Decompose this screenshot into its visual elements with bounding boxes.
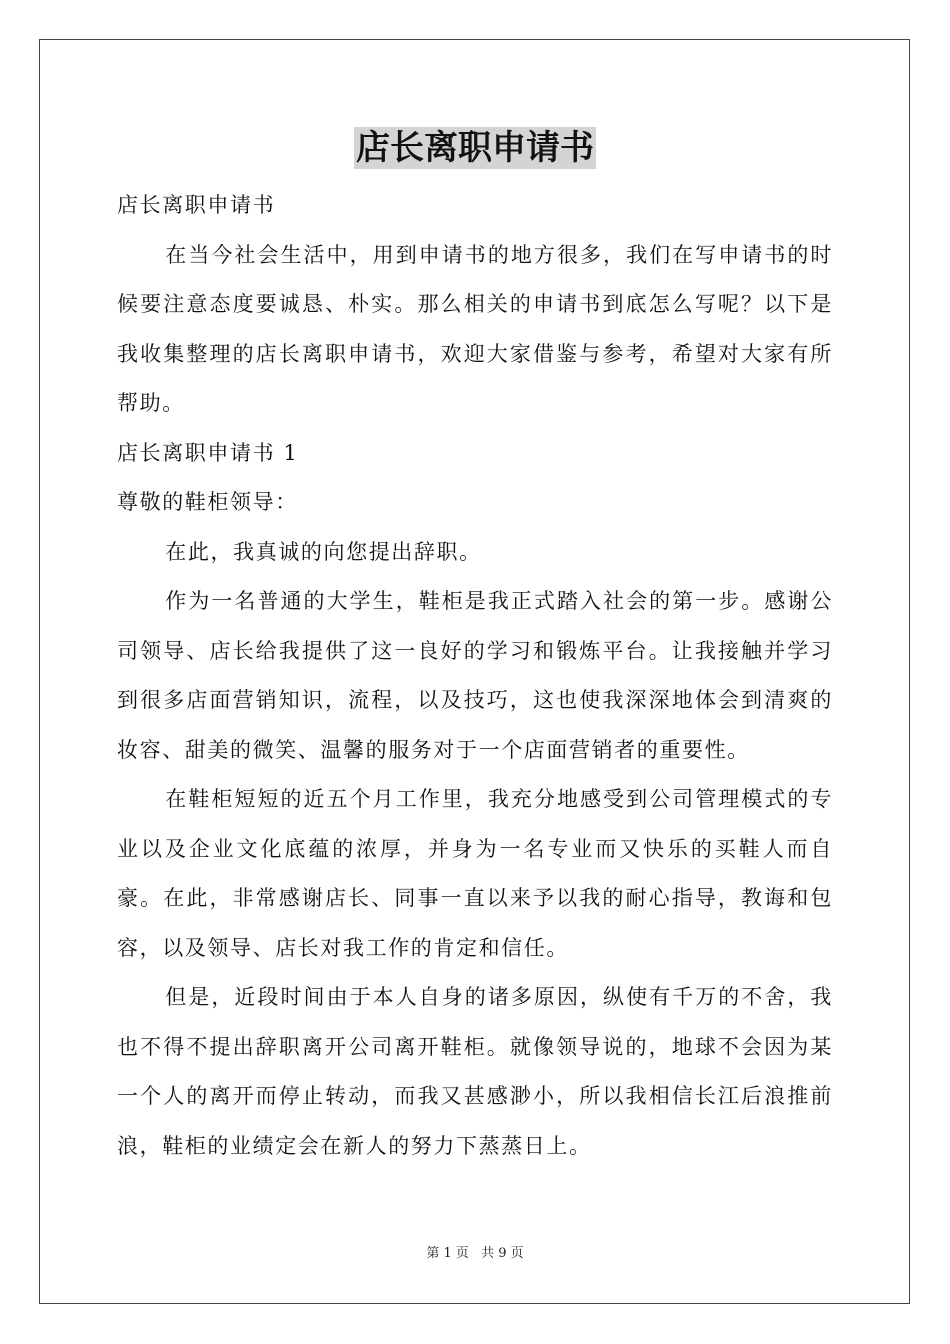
paragraph-body: 在此，我真诚的向您提出辞职。: [165, 539, 482, 564]
paragraph-body: 但是，近段时间由于本人自身的诸多原因，纵使有千万的不舍，我也不得不提出辞职离开公司离开鞋柜。就像领导说的，地球不会因为某一个人的离开而停止转动，而我又甚感渺小，所以我相信长江后浪推前浪，鞋柜的业绩定会在新人的努力下蒸蒸日上。: [117, 985, 833, 1158]
page-number: 第 1 页: [426, 1246, 469, 1261]
paragraph-body: 在鞋柜短短的近五个月工作里，我充分地感受到公司管理模式的专业以及企业文化底蕴的浓厚，并身为一名专业而又快乐的买鞋人而自豪。在此，非常感谢店长、同事一直以来予以我的耐心指导，教诲和包容，以及领导、店长对我工作的肯定和信任。: [117, 787, 833, 960]
paragraph-section-heading: 店长离职申请书 1: [117, 440, 299, 465]
paragraph-salutation: 尊敬的鞋柜领导：: [117, 490, 298, 514]
page-footer: [0, 1245, 950, 1263]
paragraph-body: 作为一名普通的大学生，鞋柜是我正式踏入社会的第一步。感谢公司领导、店长给我提供了这一良好的学习和锻炼平台。让我接触并学习到很多店面营销知识，流程，以及技巧，这也使我深深地体会到清爽的妆容、甜美的微笑、温馨的服务对于一个店面营销者的重要性。: [117, 589, 833, 762]
paragraph-intro: 在当今社会生活中，用到申请书的地方很多，我们在写申请书的时候要注意态度要诚恳、朴实。那么相关的申请书到底怎么写呢？以下是我收集整理的店长离职申请书，欢迎大家借鉴与参考，希望对大家有所帮助。: [117, 242, 833, 415]
document-body: [117, 181, 833, 1171]
document-title: 店长离职申请书: [356, 128, 594, 168]
page-total: 共 9 页: [481, 1246, 524, 1261]
paragraph-subtitle: 店长离职申请书: [117, 193, 276, 217]
title-block: [0, 127, 950, 169]
